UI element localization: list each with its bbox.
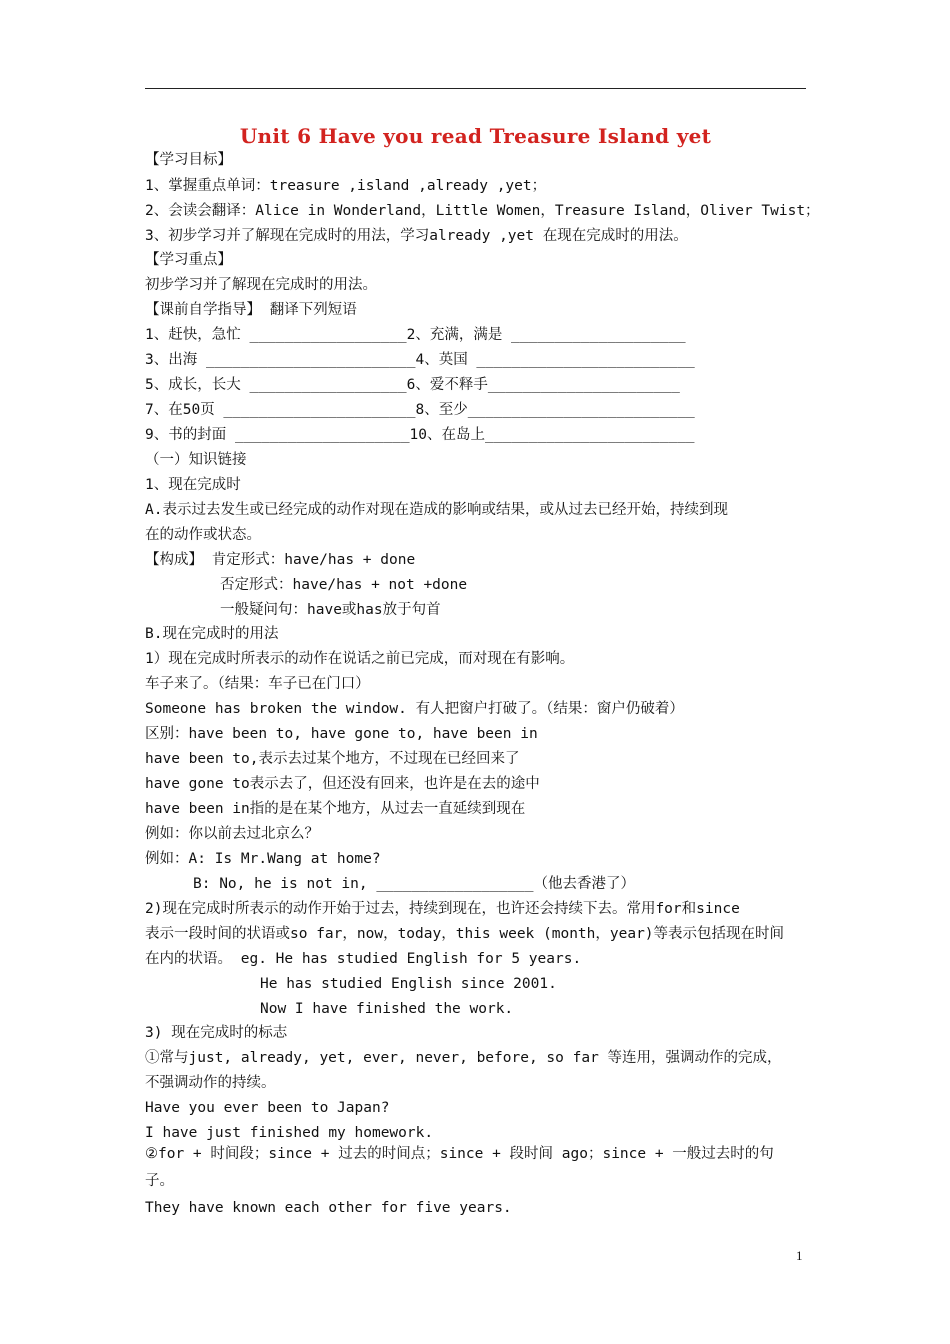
usage-text: 1）现在完成时所表示的动作在说话之前已完成，而对现在有影响。 — [145, 651, 575, 667]
example-sentence: I have just finished my homework. — [145, 1125, 434, 1141]
header-rule — [145, 88, 806, 89]
difference-text: have been to,表示去过某个地方，不过现在已经回来了 — [145, 751, 520, 767]
structure-question: 一般疑问句：have或has放于句首 — [220, 602, 441, 618]
difference-text: 区别：have been to, have gone to, have been in — [145, 726, 538, 742]
marker-text: 不强调动作的持续。 — [145, 1075, 276, 1091]
example-dialogue: 例如：A: Is Mr.Wang at home? — [145, 851, 381, 867]
marker-text: ②for + 时间段；since + 过去的时间点；since + 段时间 ago；since + 一般过去时的句 — [145, 1146, 774, 1162]
example-sentence: Now I have finished the work. — [260, 1001, 514, 1017]
example-text: 车子来了。（结果：车子已在门口） — [145, 676, 370, 692]
objective-item: 3、初步学习并了解现在完成时的用法，学习already ,yet 在现在完成时的用法。 — [145, 228, 688, 244]
page-number: 1 — [796, 1248, 803, 1263]
topic-heading: 1、现在完成时 — [145, 477, 241, 493]
example-sentence: They have known each other for five years. — [145, 1200, 512, 1216]
usage-text: 在内的状语。 eg. He has studied English for 5 years. — [145, 951, 582, 967]
definition-text: A.表示过去发生或已经完成的动作对现在造成的影响或结果，或从过去已经开始，持续到现 — [145, 502, 728, 518]
example-sentence: Have you ever been to Japan? — [145, 1100, 390, 1116]
objective-item: 1、掌握重点单词：treasure ,island ,already ,yet； — [145, 178, 547, 194]
page-title: Unit 6 Have you read Treasure Island yet — [239, 124, 712, 148]
phrase-row: 9、书的封面 ____________________10、在岛上________________________ — [145, 427, 695, 443]
usage-heading: B.现在完成时的用法 — [145, 626, 279, 642]
phrase-row: 3、出海 ________________________4、英国 _________________________ — [145, 352, 695, 368]
phrase-row: 1、赶快，急忙 __________________2、充满，满是 ____________________ — [145, 327, 686, 343]
section-heading: （一）知识链接 — [145, 452, 247, 468]
example-text: Someone has broken the window. 有人把窗户打破了。（结果：窗户仍破着） — [145, 701, 684, 717]
structure-negative: 否定形式：have/has + not +done — [220, 577, 468, 593]
definition-text: 在的动作或状态。 — [145, 527, 261, 543]
difference-text: have gone to表示去了，但还没有回来，也许是在去的途中 — [145, 776, 540, 792]
key-points-text: 初步学习并了解现在完成时的用法。 — [145, 277, 377, 293]
structure-affirmative: 【构成】 肯定形式：have/has + done — [145, 552, 416, 568]
usage-text: 2)现在完成时所表示的动作开始于过去，持续到现在，也许还会持续下去。常用for和since — [145, 901, 740, 917]
difference-text: have been in指的是在某个地方，从过去一直延续到现在 — [145, 801, 526, 817]
phrase-row: 5、成长，长大 __________________6、爱不释手______________________ — [145, 377, 680, 393]
objective-item: 2、会读会翻译：Alice in Wonderland，Little Women，Treasure Island，Oliver Twist； — [145, 203, 820, 219]
marker-text: 子。 — [145, 1173, 174, 1189]
marker-heading: 3) 现在完成时的标志 — [145, 1025, 288, 1041]
objectives-heading: 【学习目标】 — [145, 152, 232, 168]
preview-heading: 【课前自学指导】 翻译下列短语 — [145, 302, 357, 318]
example-sentence: He has studied English since 2001. — [260, 976, 557, 992]
usage-text: 表示一段时间的状语或so far，now，today，this week (month，year)等表示包括现在时间 — [145, 926, 785, 942]
example-question: 例如：你以前去过北京么？ — [145, 826, 319, 842]
phrase-row: 7、在50页 ______________________8、至少__________________________ — [145, 402, 695, 418]
marker-text: ①常与just, already, yet, ever, never, before, so far 等连用，强调动作的完成， — [145, 1050, 782, 1066]
example-dialogue: B: No, he is not in, __________________（他去香港了） — [193, 876, 635, 892]
key-points-heading: 【学习重点】 — [145, 252, 232, 268]
